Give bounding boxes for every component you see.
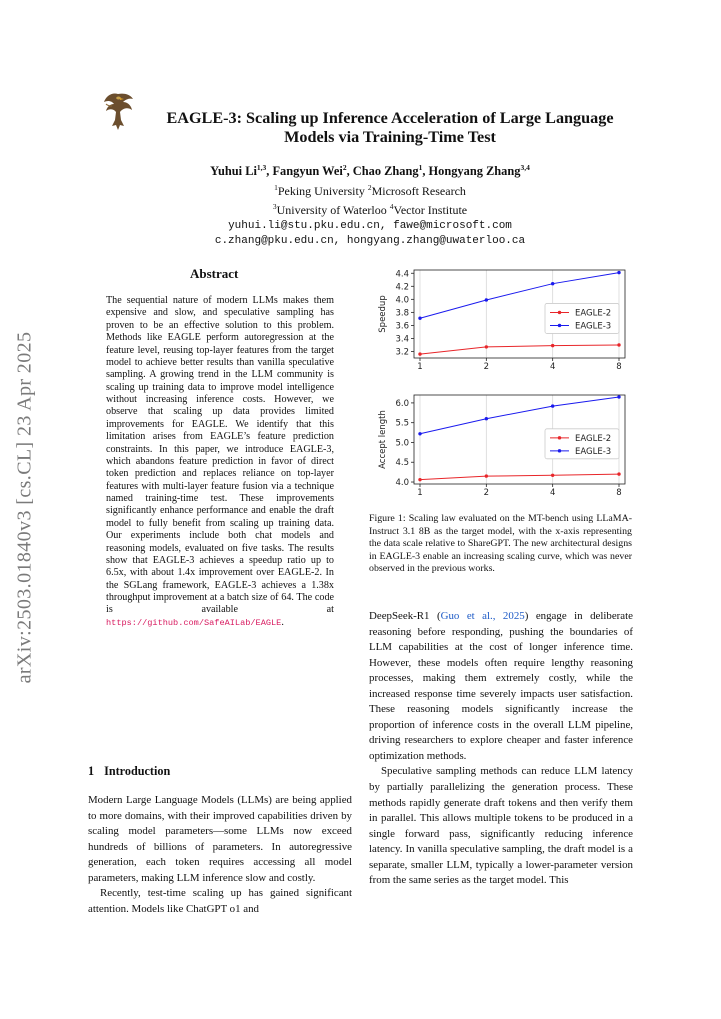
affiliation: Microsoft Research [371, 183, 466, 198]
y-tick-label: 3.8 [395, 308, 409, 319]
section-heading [88, 764, 180, 779]
data-point [617, 395, 620, 398]
legend-marker [558, 311, 561, 314]
y-tick-label: 4.0 [395, 478, 409, 489]
y-tick-label: 3.2 [395, 347, 409, 358]
paragraph: Modern Large Language Models (LLMs) are being applied to more domains, with their improved capabilities driven by scaling model parameters—some LLMs now exceed hundreds of billions of parameters. In autoregressive generation, each token requires accessing all model parameters, making LLM inference slow and costly. [88, 794, 352, 884]
data-point [551, 344, 554, 347]
citation-link[interactable]: Guo et al., 2025 [440, 610, 525, 622]
affil-sup: 1 [274, 182, 278, 192]
data-point [551, 282, 554, 285]
section-number: 1 [88, 764, 95, 778]
data-point [418, 478, 421, 481]
author-affil-sup: 3,4 [520, 163, 530, 172]
author-affil-sup: 1 [418, 163, 423, 172]
text: ) engage in deliberate reasoning before responding, pushing the boundaries of LLM capabilities at the cost of longer inference time. However, these models often require lengthy reasoning processes, making them extremely costly, while the increased response time severely impacts user satisfaction. These reasoning models significantly increase the proportion of inference costs in the overall LLM pipeline, driving researchers to explore cheaper and faster inference optimization methods. [369, 610, 633, 762]
author-name: Hongyang Zhang [428, 164, 521, 179]
y-axis-label: Accept length [378, 410, 388, 469]
y-tick-label: 5.0 [395, 438, 409, 449]
legend-label: EAGLE-3 [575, 446, 612, 457]
affiliation: Peking University [277, 183, 368, 198]
data-point [551, 404, 554, 407]
right-column-text [369, 609, 633, 889]
eagle-logo-icon [98, 90, 138, 132]
speedup-chart [378, 269, 625, 372]
data-point [551, 474, 554, 477]
paragraph [369, 609, 633, 764]
data-point [485, 298, 488, 301]
data-point [617, 343, 620, 346]
affil-sup: 4 [389, 202, 394, 212]
y-axis-label: Speedup [378, 295, 388, 333]
legend-label: EAGLE-2 [575, 308, 612, 319]
paragraph: Speculative sampling methods can reduce LLM latency by partially parallelizing the generation process. These methods rapidly generate draft tokens and then verify them in parallel. This allows multiple tokens to be produced in a single forward pass, significantly reducing inference latency. In vanilla speculative sampling, the draft model is a separate, smaller LLM, typically a lower-parameter version from the same series as the target model. This [369, 765, 633, 887]
x-tick-label: 1 [417, 362, 423, 372]
data-point [418, 432, 421, 435]
x-tick-label: 2 [483, 362, 490, 372]
affil-sup: 2 [367, 182, 372, 192]
data-point [418, 317, 421, 320]
text: DeepSeek-R1 ( [369, 610, 441, 622]
figure-caption: Figure 1: Scaling law evaluated on the MT-bench using LLaMA-Instruct 3.1 8B as the target model, with the x-axis representing the data scale relative to ShareGPT. The new architectural designs in EAGLE-3 enable an increasing scaling curve, which was never observed in the previous works. [369, 513, 632, 575]
y-tick-label: 3.4 [395, 334, 409, 345]
x-tick-label: 8 [616, 488, 622, 498]
email-line: yuhui.li@stu.pku.edu.cn, fawe@microsoft.com [228, 219, 512, 232]
author-name: Chao Zhang [352, 164, 419, 179]
affiliation: Vector Institute [393, 203, 468, 218]
legend-label: EAGLE-2 [575, 433, 612, 444]
data-point [485, 474, 488, 477]
y-tick-label: 4.5 [395, 458, 409, 469]
paragraph: Recently, test-time scaling up has gained significant attention. Models like ChatGPT o1 and [88, 887, 352, 915]
y-tick-label: 4.0 [395, 295, 409, 306]
author-name: Yuhui Li [210, 164, 257, 179]
affiliation-line [110, 180, 630, 200]
author-block [110, 160, 630, 250]
paper-title: EAGLE-3: Scaling up Inference Acceleration of Large Language Models via Training-Time Test [166, 109, 614, 146]
abstract-end: . [281, 616, 284, 628]
accept-length-chart [378, 395, 625, 498]
email-line: c.zhang@pku.edu.cn, hongyang.zhang@uwaterloo.ca [214, 235, 526, 248]
data-point [418, 352, 421, 355]
section-title: Introduction [104, 764, 171, 778]
author-affil-sup: 2 [342, 163, 347, 172]
arxiv-sidebar-id: arXiv:2503.01840v3 [cs.CL] 23 Apr 2025 [13, 331, 36, 684]
author-affil-sup: 1,3 [256, 163, 267, 172]
y-tick-label: 6.0 [395, 398, 409, 409]
y-tick-label: 4.4 [395, 269, 409, 280]
series-line [420, 474, 619, 480]
data-point [617, 472, 620, 475]
affiliation: University of Waterloo [276, 203, 390, 218]
x-tick-label: 4 [549, 488, 556, 498]
code-link[interactable]: https://github.com/SafeAILab/EAGLE [106, 617, 282, 628]
x-tick-label: 4 [549, 362, 556, 372]
legend-marker [558, 324, 561, 327]
x-tick-label: 1 [417, 488, 423, 498]
x-tick-label: 2 [483, 488, 490, 498]
y-tick-label: 5.5 [395, 418, 409, 429]
legend-marker [558, 436, 561, 439]
figure-1-charts [370, 262, 632, 502]
data-point [485, 345, 488, 348]
affiliation-line [110, 199, 630, 219]
author-name: Fangyun Wei [272, 164, 343, 179]
y-tick-label: 4.2 [395, 282, 409, 293]
legend-marker [558, 449, 561, 452]
abstract-body [106, 295, 334, 629]
series-line [420, 345, 619, 354]
data-point [617, 271, 620, 274]
series-line [420, 397, 619, 434]
intro-column [88, 793, 352, 917]
affil-sup: 3 [272, 202, 277, 212]
author-list: Yuhui Li$^{1,3}$, Fangyun Wei$^2$, Chao Zhang$^1$, Hongyang Zhang$^{3,4}$ [210, 163, 530, 179]
abstract-heading: Abstract [190, 266, 239, 281]
y-tick-label: 3.6 [395, 321, 409, 332]
legend-label: EAGLE-3 [575, 321, 612, 332]
abstract-text: The sequential nature of modern LLMs makes them expensive and slow, and speculative sampling has proven to be an effective solution to this problem. Methods like EAGLE perform autoregression at the feature level, reusing top-layer features from the target model to achieve better results than vanilla speculative sampling. A growing trend in the LLM community is scaling up training data to improve model intelligence without increasing inference costs. However, we observe that scaling up data provides limited improvements for EAGLE. We identify that this limitation arises from EAGLE’s feature prediction constraints. In this paper, we introduce EAGLE-3, which abandons feature prediction in favor of direct token prediction and replaces reliance on top-layer features with multi-layer feature fusion via a technique named training-time test. These improvements significantly enhance performance and enable the draft model to fully benefit from scaling up training data. Our experiments include both chat models and reasoning models, evaluated on five tasks. The results show that EAGLE-3 achieves a speedup ratio up to 6.5x, with about 1.4x improvement over EAGLE-2. In the SGLang framework, EAGLE-3 achieves a 1.38x throughput improvement at a batch size of 64. The code is available at [106, 295, 334, 616]
x-tick-label: 8 [616, 362, 622, 372]
data-point [485, 417, 488, 420]
